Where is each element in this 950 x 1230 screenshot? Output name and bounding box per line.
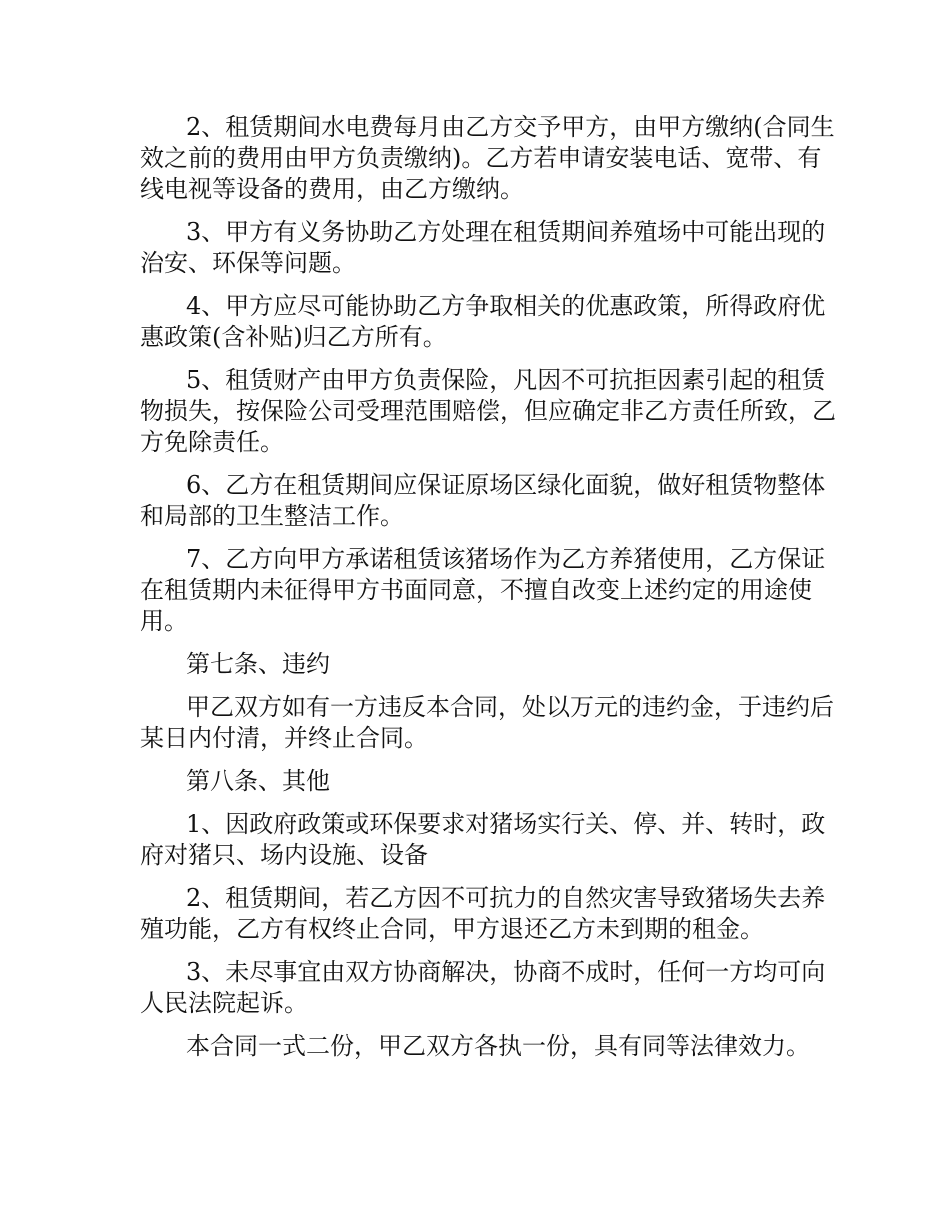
other-clause-2: 2、租赁期间，若乙方因不可抗力的自然灾害导致猪场失去养殖功能，乙方有权终止合同，甲方退还乙方未到期的租金。 [140,884,826,943]
copies-clause: 本合同一式二份，甲乙双方各执一份，具有同等法律效力。 [186,1032,810,1060]
other-clause-1: 1、因政府政策或环保要求对猪场实行关、停、并、转时，政府对猪只、场内设施、设备 [140,810,826,869]
document-page [140,112,840,1074]
clause-2-utilities: 2、租赁期间水电费每月由乙方交予甲方，由甲方缴纳(合同生效之前的费用由甲方负责缴纳)。乙方若申请安装电话、宽带、有线电视等设备的费用，由乙方缴纳。 [140,113,835,203]
article-8-heading: 第八条、其他 [186,767,330,795]
clause-6-greening: 6、乙方在租赁期间应保证原场区绿化面貌，做好租赁物整体和局部的卫生整洁工作。 [140,471,826,530]
clause-5-insurance: 5、租赁财产由甲方负责保险，凡因不可抗拒因素引起的租赁物损失，按保险公司受理范围赔偿，但应确定非乙方责任所致，乙方免除责任。 [140,366,836,456]
clause-7-usage: 7、乙方向甲方承诺租赁该猪场作为乙方养猪使用，乙方保证在租赁期内未征得甲方书面同意，不擅自改变上述约定的用途使用。 [140,545,826,635]
article-7-heading: 第七条、违约 [186,650,330,678]
other-clause-3: 3、未尽事宜由双方协商解决，协商不成时，任何一方均可向人民法院起诉。 [140,958,826,1017]
clause-4-policy: 4、甲方应尽可能协助乙方争取相关的优惠政策，所得政府优惠政策(含补贴)归乙方所有。 [140,292,826,351]
clause-3-security: 3、甲方有义务协助乙方处理在租赁期间养殖场中可能出现的治安、环保等问题。 [140,218,826,277]
breach-clause: 甲乙双方如有一方违反本合同，处以万元的违约金，于违约后某日内付清，并终止合同。 [140,693,834,752]
